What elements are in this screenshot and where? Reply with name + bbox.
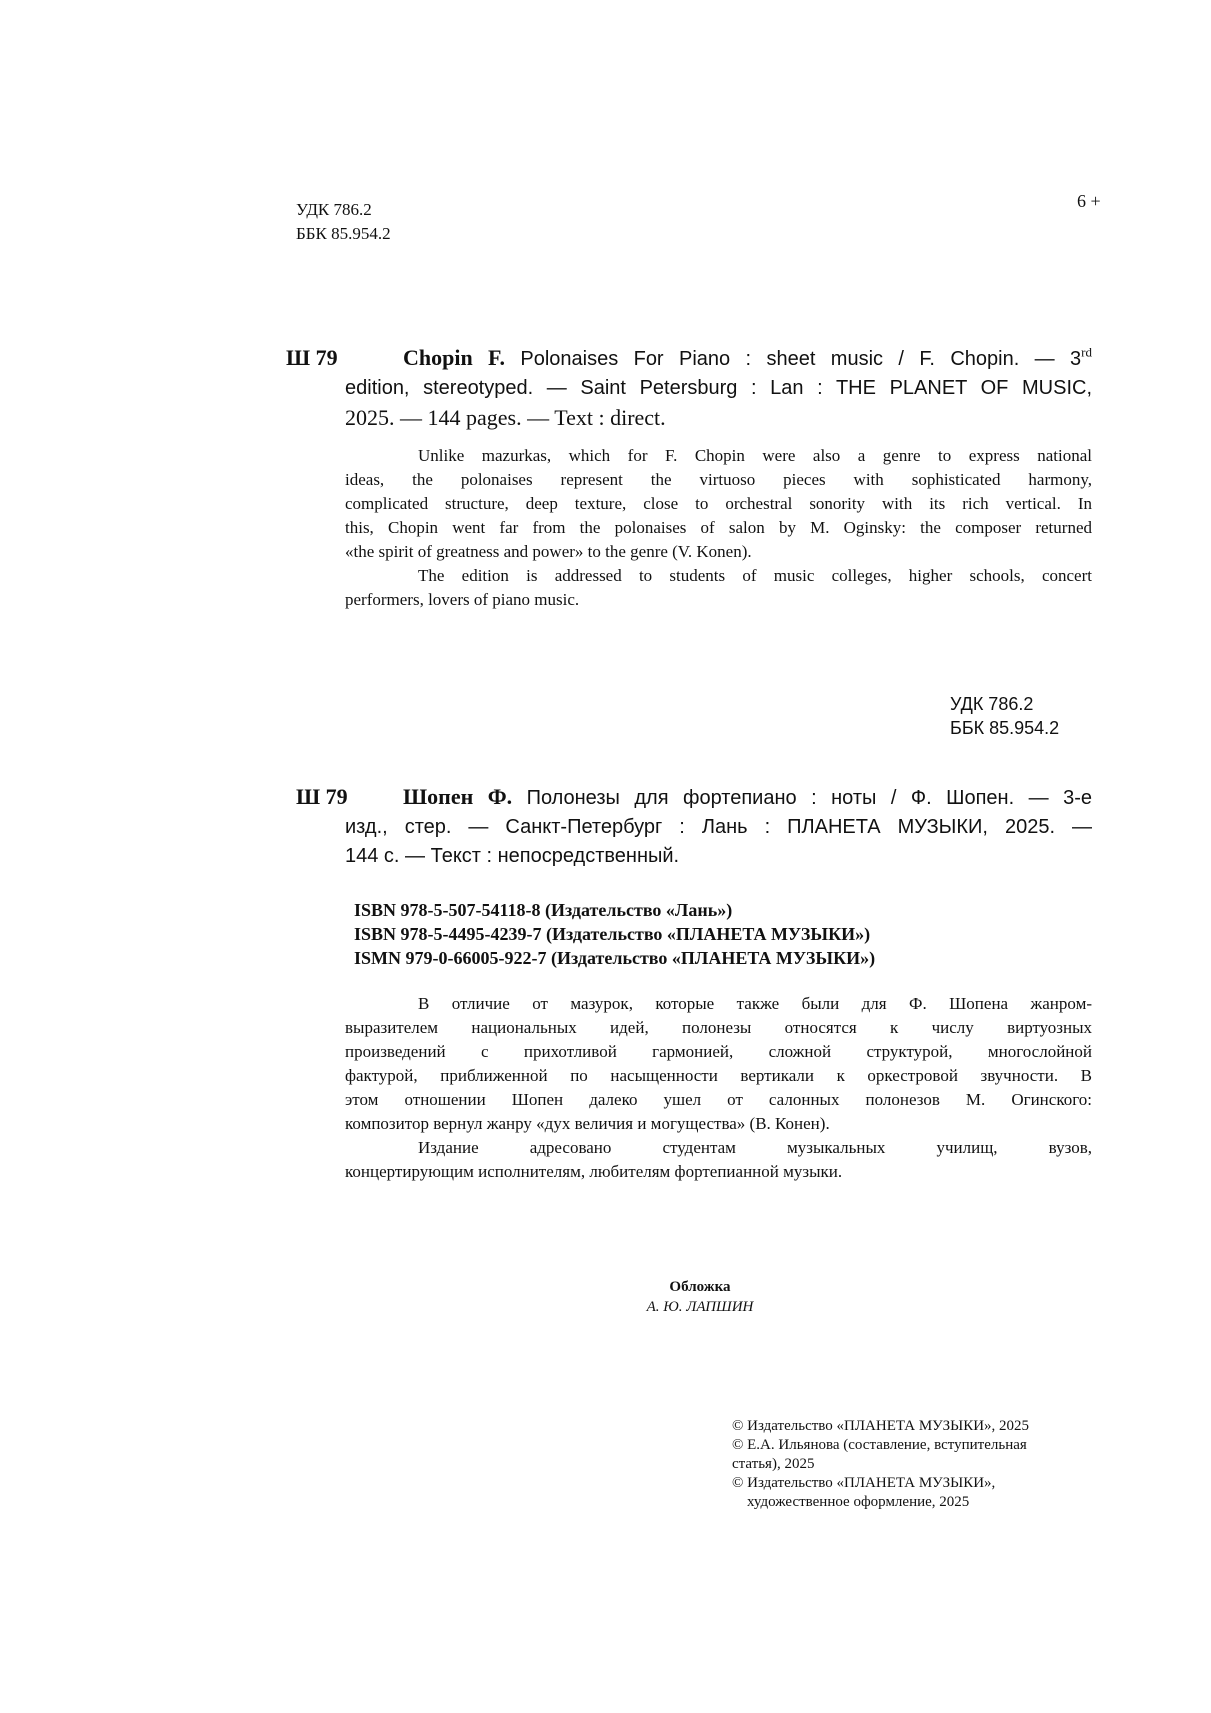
udk-code: УДК 786.2	[950, 694, 1034, 714]
author-name: Chopin F.	[403, 345, 505, 370]
udk-code: УДК 786.2	[296, 200, 372, 219]
abstract-line: complicated structure, deep texture, close to orchestral sonority with its rich vertical. In	[345, 494, 1092, 513]
top-classification-codes	[296, 198, 391, 246]
cover-designer: А. Ю. ЛАПШИН	[646, 1299, 754, 1315]
entry-line-1: Chopin F. Polonaises For Piano : sheet music / F. Chopin. — 3rd	[403, 344, 1093, 370]
bbk-code: ББК 85.954.2	[296, 224, 391, 243]
abstract-line: ideas, the polonaises represent the virtuoso pieces with sophisticated harmony,	[345, 470, 1092, 489]
copyright-block	[732, 1417, 1029, 1512]
abstract-line: выразителем национальных идей, полонезы относятся к числу виртуозных	[345, 1018, 1092, 1037]
bbk-code: ББК 85.954.2	[950, 718, 1060, 738]
abstract-line: концертирующим исполнителям, любителям фортепианной музыки.	[345, 1162, 843, 1181]
abstract-en	[345, 444, 1092, 612]
isbn-block	[354, 898, 875, 970]
abstract-line: «the spirit of greatness and power» to the genre (V. Konen).	[345, 542, 752, 561]
entry-line-3: 144 с. — Текст : непосредственный.	[345, 845, 680, 867]
author-mark-en: Ш 79	[286, 345, 338, 370]
author-name: Шопен Ф.	[403, 784, 513, 809]
copyright-line: © Издательство «ПЛАНЕТА МУЗЫКИ»,	[732, 1475, 996, 1491]
abstract-line: Unlike mazurkas, which for F. Chopin were also a genre to express national	[418, 446, 1092, 465]
isbn-line: ISBN 978-5-507-54118-8 (Издательство «Лань»)	[354, 900, 733, 920]
entry-line-1: Шопен Ф. Полонезы для фортепиано : ноты / Ф. Шопен. — 3-е	[403, 784, 1092, 809]
age-rating: 6 +	[1077, 191, 1101, 211]
abstract-line: композитор вернул жанру «дух величия и могущества» (В. Конен).	[345, 1114, 830, 1133]
copyright-line: статья), 2025	[732, 1456, 815, 1472]
entry-line-3: 2025. — 144 pages. — Text : direct.	[345, 405, 666, 430]
author-mark-ru: Ш 79	[296, 784, 348, 809]
abstract-line: произведений с прихотливой гармонией, сложной структурой, многослойной	[345, 1042, 1092, 1061]
entry-line-2: изд., стер. — Санкт-Петербург : Лань : ПЛАНЕТА МУЗЫКИ, 2025. —	[345, 816, 1092, 838]
isbn-line: ISBN 978-5-4495-4239-7 (Издательство «ПЛАНЕТА МУЗЫКИ»)	[354, 924, 871, 944]
cover-credit	[540, 1277, 860, 1317]
abstract-ru	[345, 992, 1092, 1184]
cover-label: Обложка	[669, 1279, 731, 1295]
classification-codes-ru	[950, 692, 1059, 740]
abstract-line: this, Chopin went far from the polonaises of salon by M. Oginsky: the composer returned	[345, 518, 1092, 537]
bibliographic-entry-en	[345, 343, 1092, 432]
abstract-line: The edition is addressed to students of music colleges, higher schools, concert	[418, 566, 1092, 585]
abstract-line: фактурой, приближенной по насыщенности вертикали к оркестровой звучности. В	[345, 1066, 1092, 1085]
copyright-line: © Е.А. Ильянова (составление, вступительная	[732, 1437, 1027, 1453]
abstract-line: В отличие от мазурок, которые также были для Ф. Шопена жанром-	[418, 994, 1092, 1013]
entry-line-2: edition, stereotyped. — Saint Petersburg : Lan : THE PLANET OF MUSIC,	[345, 377, 1092, 399]
abstract-line: Издание адресовано студентам музыкальных училищ, вузов,	[418, 1138, 1092, 1157]
bibliographic-entry-ru	[345, 782, 1092, 871]
ismn-line: ISMN 979-0-66005-922-7 (Издательство «ПЛАНЕТА МУЗЫКИ»)	[354, 948, 876, 968]
copyright-line: © Издательство «ПЛАНЕТА МУЗЫКИ», 2025	[732, 1418, 1030, 1434]
abstract-line: performers, lovers of piano music.	[345, 590, 580, 609]
abstract-line: этом отношении Шопен далеко ушел от салонных полонезов М. Огинского:	[345, 1090, 1092, 1109]
copyright-line: художественное оформление, 2025	[747, 1494, 970, 1510]
